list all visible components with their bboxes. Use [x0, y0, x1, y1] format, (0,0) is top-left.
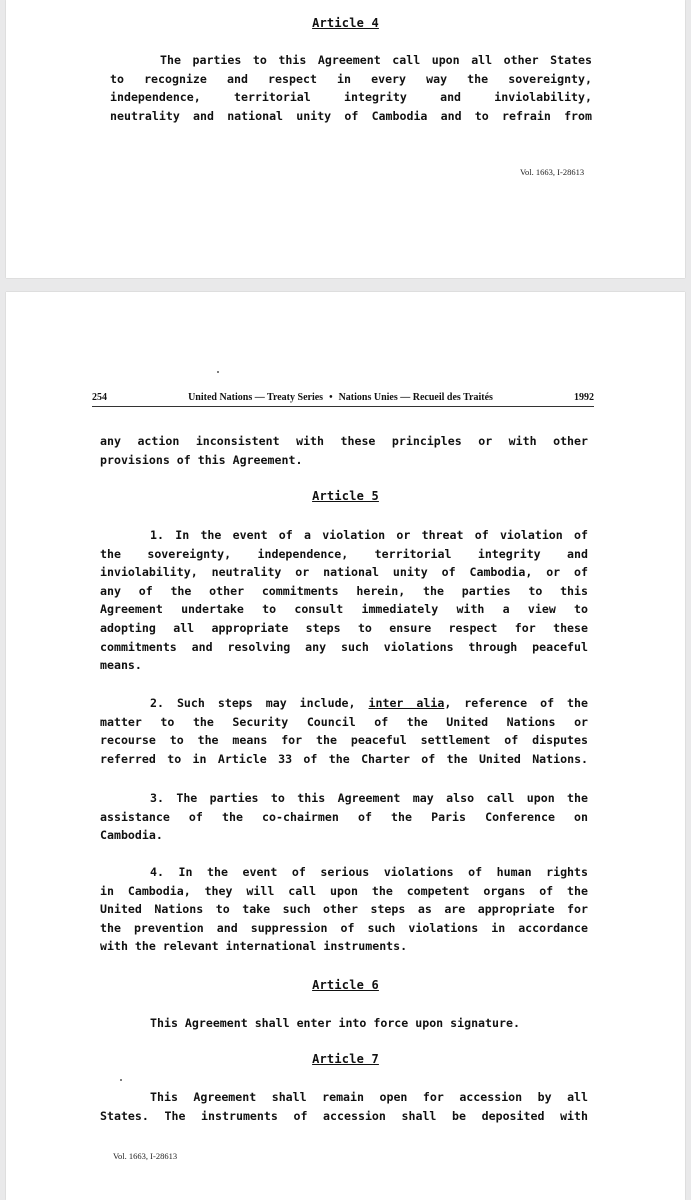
- article-5-paragraph-2: [100, 694, 588, 768]
- text-line: matter to the Security Council of the United Nations or: [100, 714, 588, 729]
- running-header: [92, 392, 594, 403]
- text-line: States. The instruments of accession shall be deposited with: [100, 1108, 588, 1123]
- latin-phrase: inter alia: [368, 696, 445, 710]
- text-line: Cambodia.: [100, 828, 163, 843]
- text-line: provisions of this Agreement.: [100, 452, 303, 467]
- series-title-french: Nations Unies — Recueil des Traités: [338, 392, 493, 403]
- text-line: United Nations to take such other steps as are appropriate for: [100, 902, 588, 917]
- text-line: commitments and resolving any such violations through peaceful: [100, 639, 588, 654]
- text-line: means.: [100, 658, 142, 673]
- text-line: 1. In the event of a violation or threat of violation of: [150, 528, 588, 542]
- text-line: The parties to this Agreement call upon all other States: [160, 53, 592, 67]
- document-page-1: [6, 0, 685, 278]
- text-line: assistance of the co-chairmen of the Paris Conference on: [100, 809, 588, 824]
- text-line: referred to in Article 33 of the Charter of the United Nations.: [100, 751, 588, 766]
- article-4-heading: Article 4: [312, 16, 379, 30]
- series-title: [188, 392, 493, 403]
- page-number: 254: [92, 392, 107, 403]
- article-6-heading: Article 6: [312, 978, 379, 992]
- text-line: 3. The parties to this Agreement may also call upon the: [150, 791, 588, 805]
- text-line: in Cambodia, they will call upon the competent organs of the: [100, 883, 588, 898]
- text-line: with the relevant international instruments.: [100, 939, 408, 954]
- text-line: the sovereignty, independence, territorial integrity and: [100, 546, 588, 561]
- text-line: 4. In the event of serious violations of human rights: [150, 865, 588, 879]
- article-5-paragraph-3: [100, 789, 588, 845]
- text-line: any of the other commitments herein, the parties to this: [100, 583, 588, 598]
- article-5-heading: Article 5: [312, 489, 379, 503]
- text-line: [100, 694, 588, 713]
- scan-speck: [217, 371, 219, 373]
- article-6-text: [100, 1014, 588, 1033]
- series-title-english: United Nations — Treaty Series: [188, 392, 324, 403]
- title-separator: •: [329, 392, 333, 403]
- text-fragment: 2. Such steps may include,: [150, 696, 369, 710]
- header-rule: [92, 406, 594, 407]
- continuation-text: [100, 432, 588, 469]
- text-line: independence, territorial integrity and inviolability,: [110, 90, 592, 105]
- article-4-text: [110, 51, 592, 125]
- text-line: This Agreement shall remain open for accession by all: [150, 1090, 588, 1104]
- article-5-paragraph-1: [100, 526, 588, 675]
- volume-reference: Vol. 1663, I-28613: [520, 167, 585, 177]
- text-line: any action inconsistent with these principles or with other: [100, 434, 588, 448]
- scan-speck: [120, 1079, 122, 1081]
- text-fragment: , reference of the: [444, 696, 588, 710]
- text-line: inviolability, neutrality or national unity of Cambodia, or of: [100, 565, 588, 580]
- article-7-text: [100, 1088, 588, 1125]
- text-line: neutrality and national unity of Cambodia and to refrain from: [110, 108, 592, 123]
- text-line: Agreement undertake to consult immediately with a view to: [100, 602, 588, 617]
- text-line: adopting all appropriate steps to ensure respect for these: [100, 620, 588, 635]
- text-line: the prevention and suppression of such violations in accordance: [100, 920, 588, 935]
- article-5-paragraph-4: [100, 863, 588, 956]
- year: 1992: [574, 392, 594, 403]
- text-line: to recognize and respect in every way the sovereignty,: [110, 71, 592, 86]
- text-line: recourse to the means for the peaceful settlement of disputes: [100, 733, 588, 748]
- text-line: This Agreement shall enter into force upon signature.: [150, 1016, 520, 1030]
- article-7-heading: Article 7: [312, 1052, 379, 1066]
- volume-reference: Vol. 1663, I-28613: [113, 1151, 178, 1161]
